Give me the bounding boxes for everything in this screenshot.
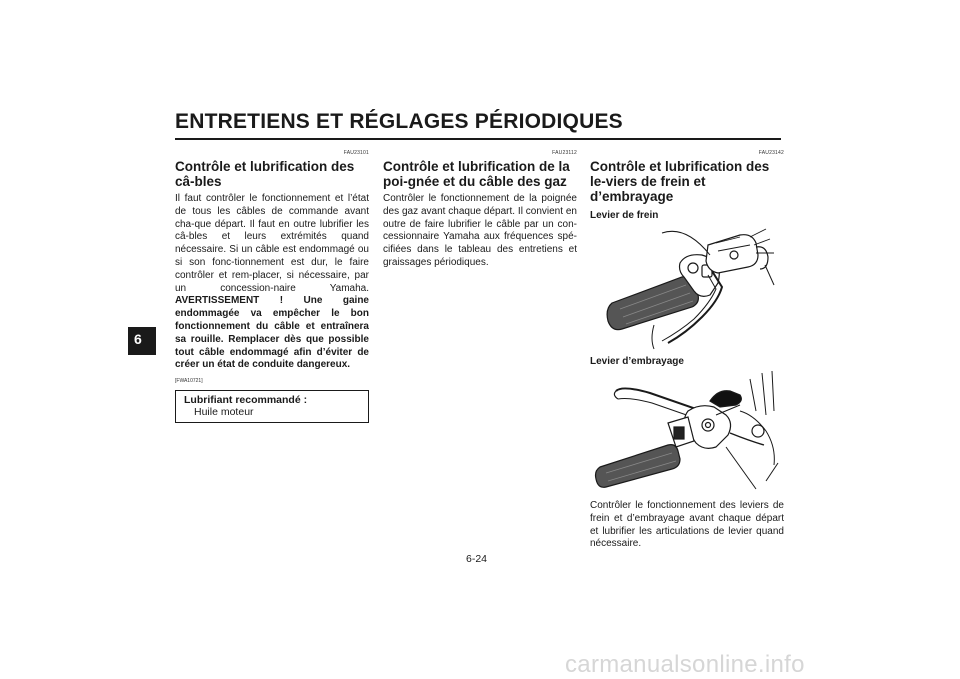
lubricant-box	[175, 390, 369, 423]
column-levers	[590, 150, 784, 551]
section-code: FAU23112	[552, 150, 577, 156]
lubricant-label: Lubrifiant recommandé :	[184, 394, 308, 407]
brake-lever-illustration	[590, 225, 784, 350]
column-cables	[175, 150, 369, 423]
section-title-levers: Contrôle et lubrification des le-viers de frein et d’embrayage	[590, 159, 770, 204]
section-code: FAU23101	[343, 150, 369, 156]
column-throttle	[383, 150, 577, 270]
chapter-tab: 6	[128, 327, 156, 355]
levers-body-text: Contrôler le fonctionnement des leviers de frein et d’embrayage avant chaque départ et lubrifier les articulations de levier quand nécessaire.	[590, 500, 784, 550]
header-rule	[175, 138, 781, 140]
page-number: 6-24	[466, 553, 488, 565]
clutch-lever-label: Levier d’embrayage	[590, 356, 684, 367]
warning-code: [FWA10721]	[175, 378, 203, 385]
section-code: FAU23142	[758, 150, 784, 156]
section-title-cables: Contrôle et lubrification des câ-bles	[175, 159, 355, 189]
section-title-throttle: Contrôle et lubrification de la poi-gnée et du câble des gaz	[383, 159, 570, 189]
site-watermark: carmanualsonline.info	[565, 651, 805, 678]
cables-instructions: Il faut contrôler le fonctionnement et l’état de tous les câbles de commande avant cha-que départ. Il faut en outre lubrifier les câ-bles et leurs extrémités quand nécessaire. Si un câble est endommagé ou si son fonc-tionnement est dur, le faire contrôler et rem-placer, si nécessaire, par un concession-naire Yamaha.	[175, 193, 369, 294]
clutch-lever-illustration	[590, 371, 784, 496]
cables-body-text	[175, 193, 369, 372]
cables-warning: AVERTISSEMENT ! Une gaine endommagée va empêcher le bon fonctionnement du câble et entraînera sa rouille. Remplacer dès que possible tout câble endommagé afin d’éviter de créer un état de conduite dangereux.	[175, 295, 369, 371]
lubricant-value: Huile moteur	[194, 406, 254, 419]
page-header-title: ENTRETIENS ET RÉGLAGES PÉRIODIQUES	[175, 110, 623, 133]
throttle-body-text: Contrôler le fonctionnement de la poignée des gaz avant chaque départ. Il convient en outre de faire lubrifier le câble par un con-cessionnaire Yamaha aux fréquences spé-cifiées dans le tableau des entretiens et graissages périodiques.	[383, 193, 577, 268]
brake-lever-label: Levier de frein	[590, 210, 659, 221]
